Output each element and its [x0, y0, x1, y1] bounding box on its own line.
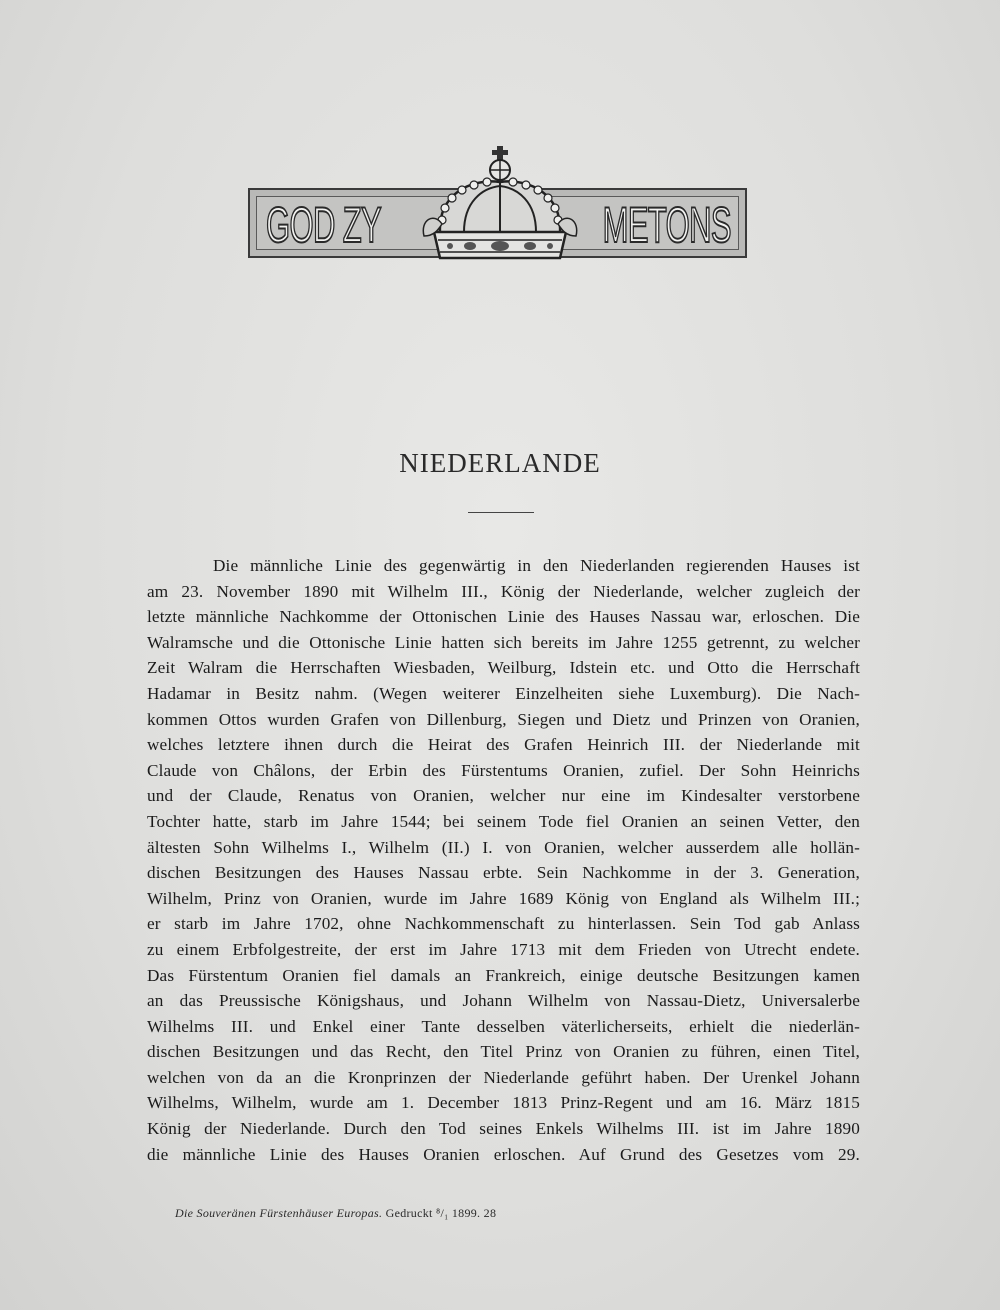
text-line: kommen Ottos wurden Grafen von Dillenburg, Siegen und Dietz und Prinzen von Oranien, — [147, 709, 860, 729]
text-line: die männliche Linie des Hauses Oranien erloschen. Auf Grund des Gesetzes vom 29. — [147, 1144, 860, 1164]
text-line: zu einem Erbfolgestreite, der erst im Jahre 1713 mit dem Frieden von Utrecht endete. — [147, 939, 860, 959]
text-line: Die männliche Linie des gegenwärtig in den Niederlanden regierenden Hauses ist — [213, 556, 860, 575]
text-line: Wilhelm, Prinz von Oranien, wurde im Jahre 1689 König von England als Wilhelm III.; — [147, 888, 860, 908]
text-line: Zeit Walram die Herrschaften Wiesbaden, Weilburg, Idstein etc. und Otto die Herrschaft — [147, 658, 860, 678]
text-line: Hadamar in Besitz nahm. (Wegen weiterer Einzelheiten siehe Luxemburg). Die Nach- — [147, 683, 860, 703]
banner-left-text: GOD ZY — [266, 197, 382, 253]
text-line: am 23. November 1890 mit Wilhelm III., König der Niederlande, welcher zugleich der — [147, 581, 860, 601]
text-line: letzte männliche Nachkomme der Ottonischen Linie des Hauses Nassau war, erloschen. Die — [147, 607, 860, 627]
page-footer — [175, 1206, 496, 1221]
banner-right-text: METONS — [602, 197, 731, 253]
text-line: und der Claude, Renatus von Oranien, welcher nur eine im Kindesalter verstorbene — [147, 786, 860, 806]
text-line: König der Niederlande. Durch den Tod seines Enkels Wilhelms III. ist im Jahre 1890 — [147, 1119, 860, 1139]
title-divider — [468, 512, 534, 513]
text-line: Das Fürstentum Oranien fiel damals an Frankreich, einige deutsche Besitzungen kamen — [147, 965, 860, 985]
text-line: an das Preussische Königshaus, und Johann Wilhelm von Nassau-Dietz, Universalerbe — [147, 991, 860, 1011]
footer-book-title: Die Souveränen Fürstenhäuser Europas. — [175, 1206, 383, 1220]
crown-icon — [420, 140, 580, 270]
text-line: Wilhelms, Wilhelm, wurde am 1. December 1813 Prinz-Regent und am 16. März 1815 — [147, 1093, 860, 1113]
text-line: dischen Besitzungen des Hauses Nassau erbte. Sein Nachkomme in der 3. Generation, — [147, 863, 860, 883]
text-line: welches letztere ihnen durch die Heirat des Grafen Heinrich III. der Niederlande mit — [147, 735, 860, 755]
text-line: dischen Besitzungen und das Recht, den Titel Prinz von Oranien zu führen, einen Titel, — [147, 1042, 860, 1062]
text-line: Claude von Châlons, der Erbin des Fürstentums Oranien, zufiel. Der Sohn Heinrichs — [147, 760, 860, 780]
footer-print-info: Gedruckt ⁸/₁ 1899. 28 — [385, 1206, 497, 1220]
text-line: er starb im Jahre 1702, ohne Nachkommenschaft zu hinterlassen. Sein Tod gab Anlass — [147, 914, 860, 934]
body-paragraph — [147, 553, 860, 1167]
text-line: Walramsche und die Ottonische Linie hatten sich bereits im Jahre 1255 getrennt, zu welcher — [147, 632, 860, 652]
text-line: ältesten Sohn Wilhelms I., Wilhelm (II.) I. von Oranien, welcher ausserdem alle hollän- — [147, 837, 860, 857]
text-line: welchen von da an die Kronprinzen der Niederlande geführt haben. Der Urenkel Johann — [147, 1067, 860, 1087]
text-line: Tochter hatte, starb im Jahre 1544; bei seinem Tode fiel Oranien an seinen Vetter, den — [147, 811, 860, 831]
text-line: Wilhelms III. und Enkel einer Tante desselben väterlicherseits, erhielt die niederlän- — [147, 1016, 860, 1036]
page-title: NIEDERLANDE — [399, 448, 601, 478]
